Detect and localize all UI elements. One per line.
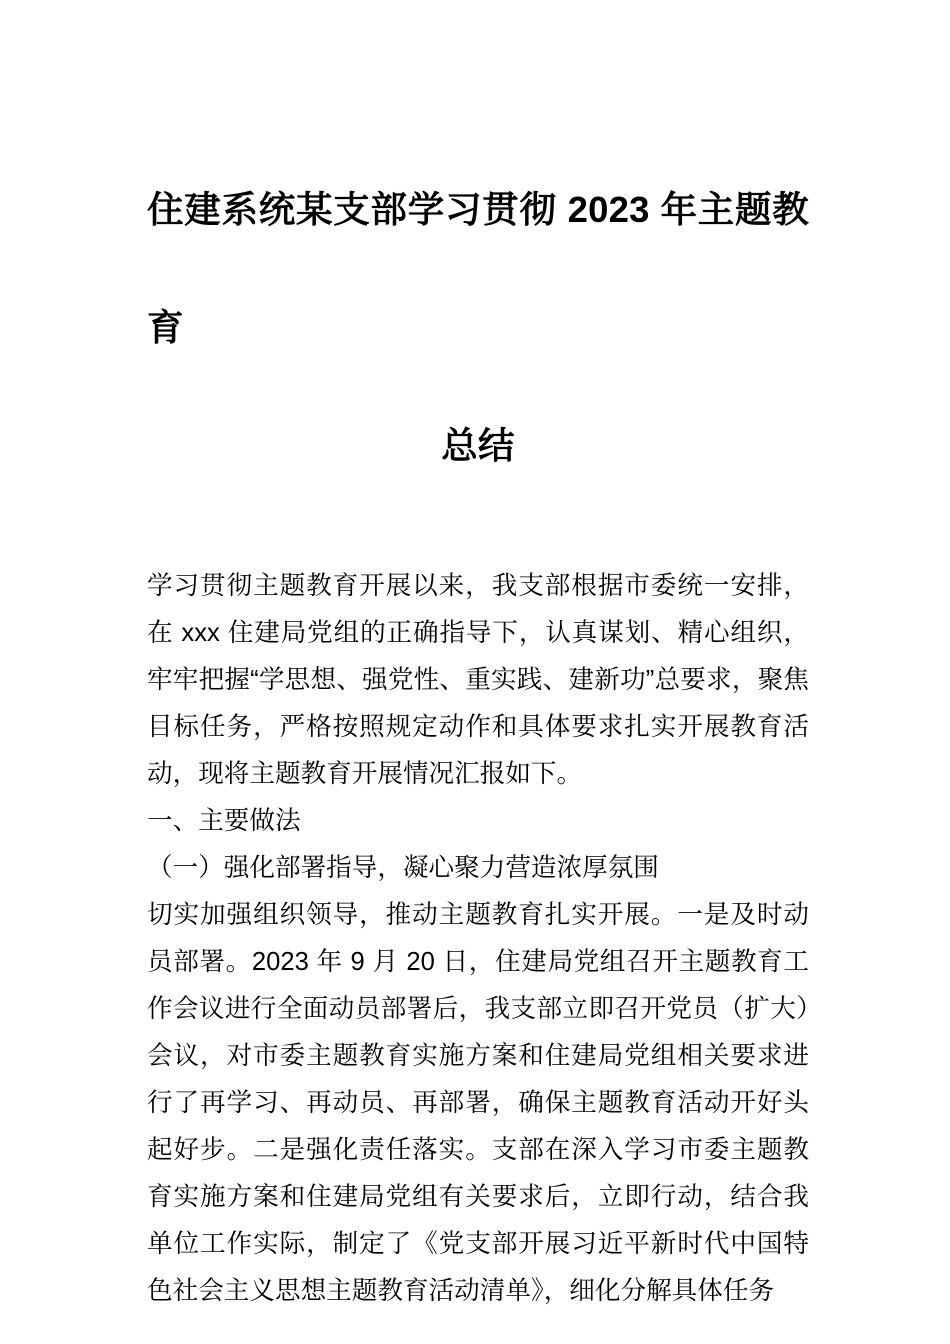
document-title-line-2: 总结: [441, 425, 515, 466]
document-title-line-1: 住建系统某支部学习贯彻 2023 年主题教育: [147, 189, 809, 348]
paragraph-intro: 学习贯彻主题教育开展以来，我支部根据市委统一安排，在 xxx 住建局党组的正确指导下，认真谋划、精心组织，牢牢把握“学思想、强党性、重实践、建新功”总要求，聚焦目标任务，严格按照规定动作和具体要求扎实开展教育活动，现将主题教育开展情况汇报如下。: [147, 572, 809, 788]
paragraph-subsection-one-body: 切实加强组织领导，推动主题教育扎实开展。一是及时动员部署。2023 年 9 月 20 日，住建局党组召开主题教育工作会议进行全面动员部署后，我支部立即召开党员（扩大）会议，对市委主题教育实施方案和住建局党组相关要求进行了再学习、再动员、再部署，确保主题教育活动开好头起好步。二是强化责任落实。支部在深入学习市委主题教育实施方案和住建局党组有关要求后，立即行动，结合我单位工作实际，制定了《党支部开展习近平新时代中国特色社会主义思想主题教育活动清单》，细化分解具体任务: [147, 901, 809, 1305]
document-body: [147, 563, 809, 1315]
page-content-column: [147, 0, 809, 1315]
heading-main-practices: 一、主要做法: [147, 807, 301, 835]
document-title: [147, 0, 809, 505]
heading-subsection-one: （一）强化部署指导，凝心聚力营造浓厚氛围: [147, 854, 659, 882]
